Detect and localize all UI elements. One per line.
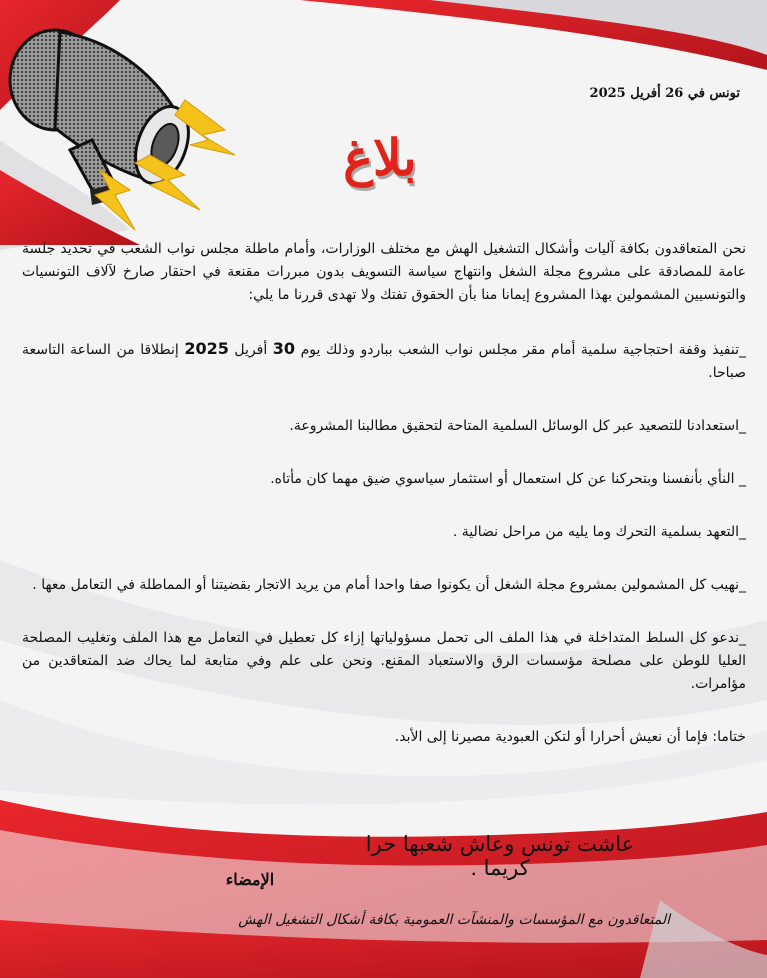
- slogan: عاشت تونس وعاش شعبها حرا كريما .: [365, 832, 635, 880]
- decision-item: [22, 337, 746, 385]
- document-date: [560, 86, 740, 101]
- lightning-bolt-icon: [90, 95, 240, 235]
- intro-paragraph: نحن المتعاقدون بكافة آليات وأشكال التشغيل الهش مع مختلف الوزارات، وأمام ماطلة مجلس نواب الشعب في تحديد جلسة عامة للمصادقة على مشروع مجلة الشغل وانتهاج سياسة التسويف بدون مبررات مقنعة في احتقار صارخ لآلاف التونسيات والتونسيين المشمولين بهذا المشروع إيمانا منا بأن الحقوق تفتك ولا تهدى قررنا ما يلي:: [22, 241, 746, 303]
- date-prefix: تونس في 26 أفريل: [630, 86, 740, 101]
- document-title: بلاغ: [343, 128, 417, 187]
- date-year: 2025: [589, 86, 626, 101]
- decision-text: _تنفيذ وقفة احتجاجية سلمية أمام مقر مجلس نواب الشعب بباردو وذلك يوم: [295, 342, 747, 358]
- decision-item: _التعهد بسلمية التحرك وما يليه من مراحل نضالية .: [452, 524, 746, 540]
- signature-title: الإمضاء: [225, 870, 275, 889]
- decision-item: _نهيب كل المشمولين بمشروع مجلة الشغل أن يكونوا صفا واحدا أمام من يريد الاتجار بقضيتنا أو المماطلة في التعامل معها .: [32, 577, 746, 593]
- signature-name: المتعاقدون مع المؤسسات والمنشآت العمومية بكافة أشكال التشغيل الهش: [238, 912, 670, 928]
- protest-year: 2025: [184, 339, 229, 358]
- decision-text: إنطلاقا من الساعة التاسعة صباحا.: [22, 342, 746, 381]
- closing-paragraph: ختاما: فإما أن نعيش أحرارا أو لتكن العبودية مصيرنا إلى الأبد.: [394, 729, 746, 745]
- protest-day: 30: [272, 339, 296, 358]
- decision-item: _ النأي بأنفسنا وبتحركنا عن كل استعمال أو استثمار سياسوي ضيق مهما كان مأتاه.: [270, 471, 746, 487]
- decision-item: _استعدادنا للتصعيد عبر كل الوسائل السلمية المتاحة لتحقيق مطالبنا المشروعة.: [289, 418, 746, 434]
- document-body: [22, 238, 746, 779]
- decision-item: _ندعو كل السلط المتداخلة في هذا الملف الى تحمل مسؤولياتها إزاء كل تعطيل في التعامل مع هذا الملف وتغليب المصلحة العليا للوطن على مصلحة مؤسسات الرق والاستعباد المقنع. ونحن على علم وفي متابعة لما يحاك ضد المتعاقدين من مؤامرات.: [22, 630, 746, 692]
- decision-text: أفريل: [228, 342, 273, 358]
